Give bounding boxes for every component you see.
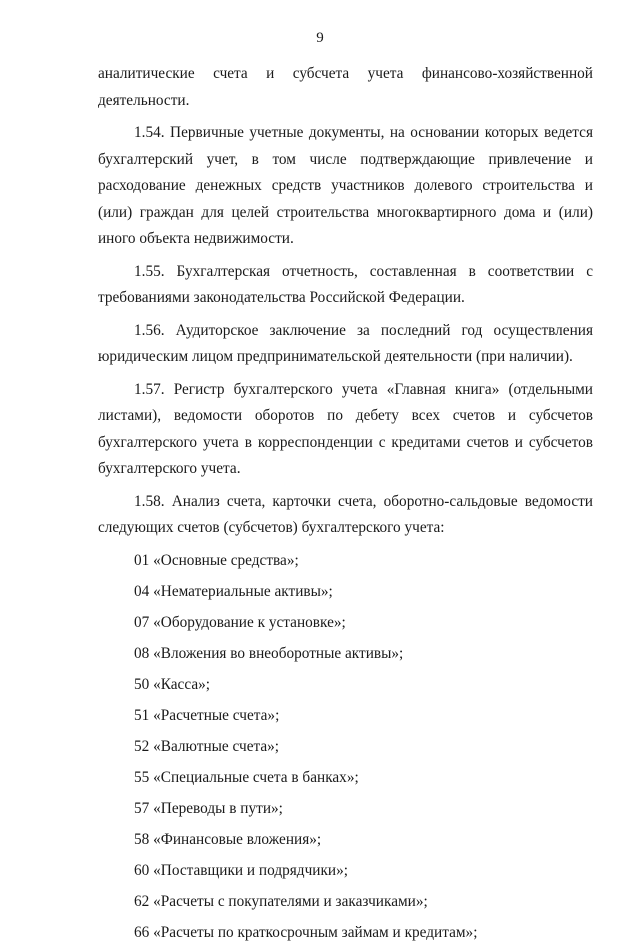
page-number: 9 (316, 30, 324, 46)
list-item: 58 «Финансовые вложения»; (134, 830, 322, 848)
list-item: 52 «Валютные счета»; (134, 737, 280, 755)
paragraph-1-55: 1.55. Бухгалтерская отчетность, составленная в соответствии с требованиями законодательства Российской Федерации. (98, 262, 593, 306)
account-list (98, 545, 593, 948)
paragraph-1-54: 1.54. Первичные учетные документы, на основании которых ведется бухгалтерский учет, в том числе подтверждающие привлечение и расходование денежных средств участников долевого строительства и (или) граждан для целей строительства многоквартирного дома и (или) иного объекта недвижимости. (98, 124, 593, 247)
list-item: 08 «Вложения во внеоборотные активы»; (134, 644, 404, 662)
list-item: 07 «Оборудование к установке»; (134, 613, 346, 631)
paragraph-continuation: аналитические счета и субсчета учета финансово-хозяйственной деятельности. (98, 65, 593, 109)
list-item: 66 «Расчеты по краткосрочным займам и кредитам»; (134, 923, 478, 941)
list-item: 50 «Касса»; (134, 675, 211, 693)
paragraph-1-56: 1.56. Аудиторское заключение за последний год осуществления юридическим лицом предпринимательской деятельности (при наличии). (98, 321, 593, 365)
paragraph-1-58: 1.58. Анализ счета, карточки счета, оборотно-сальдовые ведомости следующих счетов (субсчетов) бухгалтерского учета: (98, 492, 593, 536)
list-item: 62 «Расчеты с покупателями и заказчиками»; (134, 892, 428, 910)
list-item: 55 «Специальные счета в банках»; (134, 768, 359, 786)
document-body (98, 61, 593, 948)
list-item: 01 «Основные средства»; (134, 551, 299, 569)
list-item: 57 «Переводы в пути»; (134, 799, 283, 817)
list-item: 04 «Нематериальные активы»; (134, 582, 333, 600)
paragraph-1-57: 1.57. Регистр бухгалтерского учета «Главная книга» (отдельными листами), ведомости оборотов по дебету всех счетов и субсчетов бухгалтерского учета в корреспонденции с кредитами счетов и субсчетов бухгалтерского учета. (98, 380, 593, 477)
list-item: 60 «Поставщики и подрядчики»; (134, 861, 348, 879)
list-item: 51 «Расчетные счета»; (134, 706, 280, 724)
